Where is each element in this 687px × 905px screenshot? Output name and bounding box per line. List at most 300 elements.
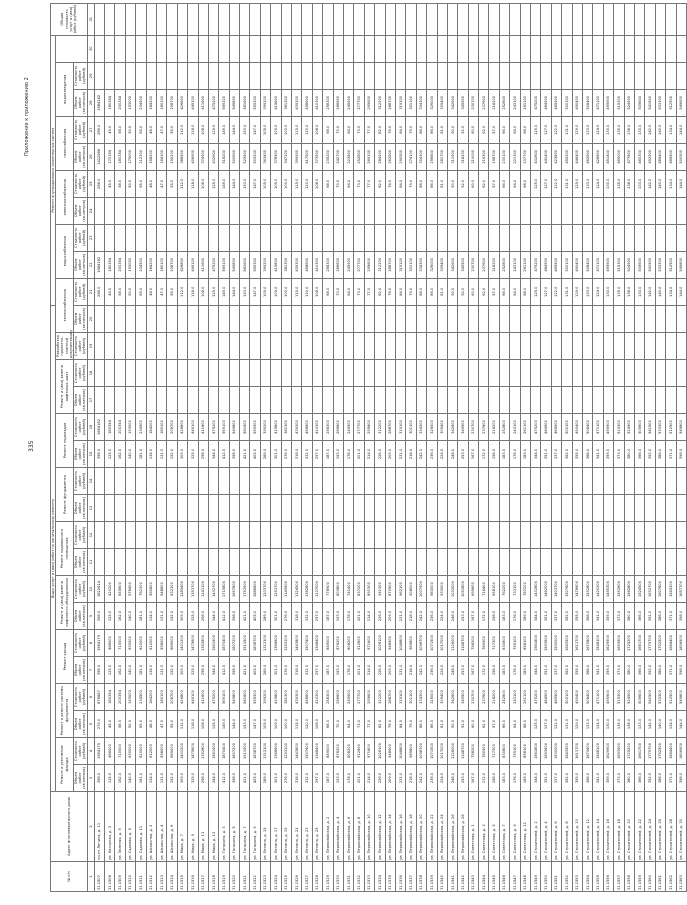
table-cell bbox=[281, 35, 291, 62]
table-cell bbox=[188, 3, 198, 35]
table-cell: 351.0 bbox=[541, 657, 551, 684]
table-cell: 334300 bbox=[416, 414, 426, 441]
table-cell bbox=[260, 62, 270, 89]
table-cell: 486000 bbox=[105, 630, 115, 657]
table-cell: 68.0 bbox=[520, 278, 530, 305]
table-cell: 70.0 bbox=[333, 278, 343, 305]
table-cell: 258300 bbox=[323, 89, 333, 116]
row-number: 31.1557 bbox=[614, 862, 624, 892]
table-cell: 208700 bbox=[167, 251, 177, 278]
table-cell bbox=[136, 360, 146, 387]
row-address: ул. Школьная, д. 6 bbox=[167, 792, 177, 862]
table-cell: 439300 bbox=[292, 251, 302, 278]
row-address: ул. Мира, д. 7 bbox=[177, 792, 187, 862]
table-cell bbox=[281, 224, 291, 251]
table-cell bbox=[375, 62, 385, 89]
table-row bbox=[499, 3, 509, 891]
table-cell bbox=[645, 35, 655, 62]
table-cell: 405.0 bbox=[250, 765, 260, 792]
table-cell bbox=[136, 387, 146, 414]
table-cell: 351.0 bbox=[541, 441, 551, 468]
table-cell bbox=[208, 62, 218, 89]
table-cell: 147.0 bbox=[250, 278, 260, 305]
table-cell: 301.0 bbox=[271, 603, 281, 630]
table-cell bbox=[167, 549, 177, 576]
row-address: ул. Гагарина, д. 3 bbox=[219, 792, 229, 862]
table-cell: 344.0 bbox=[531, 657, 541, 684]
table-cell: 1382800 bbox=[302, 576, 312, 603]
table-cell: 366.0 bbox=[634, 765, 644, 792]
table-cell: 277700 bbox=[354, 684, 364, 711]
table-cell: 65.0 bbox=[136, 711, 146, 738]
table-cell bbox=[479, 305, 489, 332]
table-cell bbox=[292, 305, 302, 332]
table-cell: 912600 bbox=[354, 630, 364, 657]
table-cell: 475200 bbox=[208, 684, 218, 711]
table-cell bbox=[603, 549, 613, 576]
table-cell: 1007900 bbox=[416, 576, 426, 603]
table-cell: 224.0 bbox=[437, 765, 447, 792]
row-address: ул. Мира, д. 9 bbox=[188, 792, 198, 862]
table-row bbox=[94, 3, 104, 891]
table-cell: 778900 bbox=[323, 576, 333, 603]
table-cell: 47.0 bbox=[156, 116, 166, 143]
table-cell: 410300 bbox=[312, 684, 322, 711]
table-cell: 269100 bbox=[364, 143, 374, 170]
table-cell: 134.0 bbox=[666, 170, 676, 197]
table-cell: 234500 bbox=[136, 251, 146, 278]
table-cell: 184200 bbox=[146, 414, 156, 441]
table-cell: 162.0 bbox=[115, 657, 125, 684]
table-cell: 231.0 bbox=[395, 765, 405, 792]
table-cell bbox=[198, 549, 208, 576]
table-cell bbox=[551, 549, 561, 576]
table-cell bbox=[458, 333, 468, 360]
table-cell bbox=[208, 305, 218, 332]
table-cell bbox=[395, 35, 405, 62]
table-cell bbox=[240, 387, 250, 414]
table-cell bbox=[115, 62, 125, 89]
table-cell: 142.0 bbox=[645, 116, 655, 143]
column-number: 25 bbox=[87, 170, 94, 197]
row-number: 31.1524 bbox=[271, 862, 281, 892]
table-cell: 569100 bbox=[219, 684, 229, 711]
table-cell bbox=[479, 495, 489, 522]
table-cell: 560800 bbox=[146, 576, 156, 603]
table-cell: 578400 bbox=[125, 576, 135, 603]
table-cell: 147.0 bbox=[250, 170, 260, 197]
table-cell bbox=[115, 495, 125, 522]
table-cell: 490400 bbox=[572, 414, 582, 441]
table-cell bbox=[458, 387, 468, 414]
table-cell bbox=[468, 549, 478, 576]
table-cell bbox=[603, 3, 613, 35]
table-cell: 45.0 bbox=[105, 711, 115, 738]
table-cell bbox=[333, 468, 343, 495]
table-cell: 423800 bbox=[551, 143, 561, 170]
table-cell: 392.0 bbox=[645, 657, 655, 684]
table-cell: 60.0 bbox=[468, 170, 478, 197]
table-cell: 112.0 bbox=[177, 711, 187, 738]
table-cell: 237600 bbox=[479, 684, 489, 711]
column-number: 3 bbox=[87, 765, 94, 792]
table-row bbox=[302, 3, 312, 891]
table-cell bbox=[551, 387, 561, 414]
table-cell: 1657800 bbox=[229, 576, 239, 603]
table-cell: 58.0 bbox=[115, 170, 125, 197]
table-cell bbox=[281, 468, 291, 495]
table-cell bbox=[624, 549, 634, 576]
table-cell: 989800 bbox=[406, 630, 416, 657]
table-cell: 1420300 bbox=[593, 576, 603, 603]
table-cell: 319100 bbox=[395, 684, 405, 711]
table-cell bbox=[198, 333, 208, 360]
table-cell: 405.0 bbox=[250, 441, 260, 468]
table-cell: 112.0 bbox=[177, 116, 187, 143]
table-cell bbox=[562, 3, 572, 35]
table-cell: 274100 bbox=[406, 143, 416, 170]
table-cell bbox=[447, 224, 457, 251]
table-cell: 1548100 bbox=[593, 630, 603, 657]
table-cell: 349500 bbox=[458, 251, 468, 278]
table-cell: 446400 bbox=[572, 143, 582, 170]
column-number: 22 bbox=[87, 251, 94, 278]
table-cell: 65.0 bbox=[136, 170, 146, 197]
table-cell bbox=[666, 495, 676, 522]
table-cell: 127.0 bbox=[541, 278, 551, 305]
table-cell bbox=[146, 549, 156, 576]
table-cell: 460300 bbox=[634, 143, 644, 170]
table-cell bbox=[406, 522, 416, 549]
table-cell: 1582800 bbox=[624, 576, 634, 603]
table-row bbox=[292, 3, 302, 891]
table-cell bbox=[655, 3, 665, 35]
table-cell: 152.0 bbox=[167, 765, 177, 792]
table-cell bbox=[520, 224, 530, 251]
table-cell: 105.0 bbox=[260, 170, 270, 197]
table-cell bbox=[364, 3, 374, 35]
table-cell bbox=[676, 3, 686, 35]
table-cell bbox=[406, 468, 416, 495]
table-cell bbox=[562, 62, 572, 89]
table-cell: 68.0 bbox=[323, 116, 333, 143]
table-cell: 612000 bbox=[146, 630, 156, 657]
table-cell bbox=[115, 360, 125, 387]
table-cell bbox=[634, 549, 644, 576]
table-cell bbox=[219, 333, 229, 360]
table-cell: 458600 bbox=[302, 414, 312, 441]
table-cell: 309400 bbox=[437, 684, 447, 711]
table-cell: 408900 bbox=[188, 143, 198, 170]
row-address: ул. Мира, д. 11 bbox=[198, 792, 208, 862]
table-cell bbox=[666, 197, 676, 224]
table-cell: 68.0 bbox=[323, 170, 333, 197]
table-cell bbox=[125, 387, 135, 414]
table-cell: 149.0 bbox=[219, 278, 229, 305]
table-cell bbox=[437, 522, 447, 549]
table-cell bbox=[551, 62, 561, 89]
table-cell bbox=[510, 522, 520, 549]
row-address: ул. Советская, д. 11 bbox=[520, 792, 530, 862]
table-cell bbox=[250, 333, 260, 360]
group-header-item: Ремонт фундамента bbox=[56, 468, 74, 522]
table-cell bbox=[229, 522, 239, 549]
table-cell bbox=[323, 468, 333, 495]
table-cell bbox=[125, 35, 135, 62]
table-cell bbox=[198, 224, 208, 251]
table-cell bbox=[333, 197, 343, 224]
table-cell bbox=[447, 495, 457, 522]
table-cell: 325.0 bbox=[188, 657, 198, 684]
table-cell: 214.0 bbox=[364, 657, 374, 684]
table-cell bbox=[292, 360, 302, 387]
table-cell: 226.0 bbox=[375, 603, 385, 630]
table-cell: 144.0 bbox=[676, 116, 686, 143]
table-cell bbox=[582, 224, 592, 251]
table-cell bbox=[479, 3, 489, 35]
table-cell: 73.0 bbox=[354, 278, 364, 305]
column-number: 16 bbox=[87, 414, 94, 441]
table-cell bbox=[375, 197, 385, 224]
table-cell bbox=[406, 35, 416, 62]
table-cell: 304300 bbox=[416, 143, 426, 170]
table-cell: 200354 bbox=[115, 251, 125, 278]
column-number: 21 bbox=[87, 278, 94, 305]
table-cell bbox=[634, 62, 644, 89]
table-cell bbox=[188, 62, 198, 89]
table-cell: 180100 bbox=[156, 89, 166, 116]
table-cell: 288700 bbox=[385, 684, 395, 711]
table-cell bbox=[229, 197, 239, 224]
row-address: ул. Строителей, д. 8 bbox=[562, 792, 572, 862]
table-cell: 717300 bbox=[489, 630, 499, 657]
table-row bbox=[655, 3, 665, 891]
table-cell: 462800 bbox=[582, 143, 592, 170]
table-cell: 209.0 bbox=[385, 603, 395, 630]
table-cell bbox=[499, 3, 509, 35]
table-cell: 509200 bbox=[250, 143, 260, 170]
table-cell bbox=[458, 522, 468, 549]
table-cell: 368.0 bbox=[582, 603, 592, 630]
table-cell: 876200 bbox=[333, 630, 343, 657]
table-cell bbox=[479, 197, 489, 224]
table-cell bbox=[520, 387, 530, 414]
table-cell: 392.0 bbox=[645, 441, 655, 468]
table-cell: 243100 bbox=[510, 251, 520, 278]
table-cell: 115.0 bbox=[292, 170, 302, 197]
table-cell bbox=[229, 3, 239, 35]
table-cell bbox=[406, 387, 416, 414]
table-cell bbox=[136, 495, 146, 522]
row-number: 31.1516 bbox=[188, 862, 198, 892]
table-cell bbox=[614, 468, 624, 495]
table-cell: 1443800 bbox=[292, 630, 302, 657]
table-cell: 388500 bbox=[177, 143, 187, 170]
row-number: 31.1541 bbox=[447, 862, 457, 892]
table-cell: 337.0 bbox=[551, 603, 561, 630]
table-cell bbox=[208, 387, 218, 414]
table-cell: 989800 bbox=[406, 738, 416, 765]
table-cell: 129.0 bbox=[572, 116, 582, 143]
table-cell bbox=[416, 197, 426, 224]
table-cell bbox=[344, 468, 354, 495]
table-cell: 1352800 bbox=[198, 738, 208, 765]
table-row bbox=[520, 3, 530, 891]
table-cell bbox=[208, 3, 218, 35]
table-cell: 341.0 bbox=[593, 657, 603, 684]
table-cell bbox=[562, 495, 572, 522]
table-cell bbox=[177, 360, 187, 387]
table-cell: 84.0 bbox=[395, 278, 405, 305]
table-cell bbox=[302, 468, 312, 495]
table-cell bbox=[499, 197, 509, 224]
column-number: 23 bbox=[87, 224, 94, 251]
table-cell: 399900 bbox=[292, 143, 302, 170]
table-cell bbox=[499, 35, 509, 62]
table-cell: 475200 bbox=[531, 89, 541, 116]
table-cell: 296800 bbox=[427, 143, 437, 170]
table-cell: 326000 bbox=[427, 684, 437, 711]
table-cell bbox=[645, 549, 655, 576]
table-row bbox=[333, 3, 343, 891]
table-cell: 236.0 bbox=[427, 441, 437, 468]
table-cell: 309400 bbox=[437, 251, 447, 278]
table-cell bbox=[146, 468, 156, 495]
table-cell: 162.0 bbox=[115, 441, 125, 468]
table-cell: 344.0 bbox=[208, 657, 218, 684]
table-cell bbox=[395, 522, 405, 549]
table-cell: 144.0 bbox=[229, 116, 239, 143]
table-cell bbox=[479, 360, 489, 387]
table-cell: 209.0 bbox=[385, 441, 395, 468]
table-cell bbox=[468, 495, 478, 522]
table-cell: 581600 bbox=[240, 414, 250, 441]
table-cell bbox=[395, 3, 405, 35]
table-cell: 298.0 bbox=[198, 765, 208, 792]
table-cell bbox=[510, 495, 520, 522]
table-cell bbox=[323, 224, 333, 251]
table-cell bbox=[437, 387, 447, 414]
table-cell: 1026100 bbox=[375, 630, 385, 657]
table-cell: 115.0 bbox=[292, 278, 302, 305]
table-cell bbox=[634, 522, 644, 549]
table-cell: 193000 bbox=[125, 89, 135, 116]
table-cell bbox=[582, 495, 592, 522]
table-cell: 218.0 bbox=[406, 657, 416, 684]
table-cell: 484900 bbox=[541, 414, 551, 441]
table-cell: 64.0 bbox=[344, 116, 354, 143]
table-cell: 312200 bbox=[375, 684, 385, 711]
table-cell bbox=[614, 3, 624, 35]
table-cell: 281700 bbox=[437, 143, 447, 170]
table-cell bbox=[666, 224, 676, 251]
table-cell: 133.0 bbox=[634, 278, 644, 305]
table-cell: 1806900 bbox=[676, 630, 686, 657]
table-cell bbox=[395, 333, 405, 360]
table-cell bbox=[634, 305, 644, 332]
table-cell bbox=[240, 360, 250, 387]
table-cell bbox=[645, 387, 655, 414]
column-number: 4 bbox=[87, 738, 94, 765]
table-cell: 347100 bbox=[281, 143, 291, 170]
table-cell: 125.0 bbox=[208, 170, 218, 197]
table-cell: 359.0 bbox=[603, 765, 613, 792]
table-cell: 971600 bbox=[364, 738, 374, 765]
table-cell: 325.0 bbox=[188, 603, 198, 630]
table-cell bbox=[354, 549, 364, 576]
table-cell bbox=[354, 35, 364, 62]
table-cell bbox=[499, 333, 509, 360]
table-cell: 515300 bbox=[614, 414, 624, 441]
table-cell: 234500 bbox=[136, 684, 146, 711]
table-cell: 858100 bbox=[520, 738, 530, 765]
row-address: ул. Ленина, д. 25 bbox=[312, 792, 322, 862]
sub-header-item: Стоимость работ (рублей) bbox=[74, 224, 88, 251]
table-cell bbox=[572, 197, 582, 224]
table-cell bbox=[344, 549, 354, 576]
table-cell bbox=[531, 3, 541, 35]
table-cell bbox=[520, 3, 530, 35]
table-cell bbox=[603, 387, 613, 414]
column-number: 2 bbox=[87, 792, 94, 862]
table-cell: 134.0 bbox=[666, 278, 676, 305]
table-cell bbox=[219, 549, 229, 576]
table-cell: 1670800 bbox=[582, 630, 592, 657]
table-cell bbox=[582, 360, 592, 387]
table-cell bbox=[395, 360, 405, 387]
table-cell bbox=[385, 62, 395, 89]
table-cell: 158.0 bbox=[489, 765, 499, 792]
table-row bbox=[427, 3, 437, 891]
table-cell: 66.0 bbox=[499, 170, 509, 197]
table-cell bbox=[489, 224, 499, 251]
table-cell: 122.0 bbox=[551, 116, 561, 143]
table-row bbox=[603, 3, 613, 891]
table-cell: 337.0 bbox=[551, 441, 561, 468]
table-cell: 971600 bbox=[364, 630, 374, 657]
table-cell: 276.0 bbox=[281, 765, 291, 792]
table-cell: 415800 bbox=[271, 414, 281, 441]
table-cell: 1870400 bbox=[219, 738, 229, 765]
table-cell: 1126000 bbox=[447, 630, 457, 657]
table-cell bbox=[541, 522, 551, 549]
table-cell: 193.0 bbox=[333, 765, 343, 792]
table-cell: 490400 bbox=[572, 89, 582, 116]
row-address: ул. Строителей, д. 12 bbox=[582, 792, 592, 862]
table-cell bbox=[676, 468, 686, 495]
table-cell bbox=[447, 35, 457, 62]
table-cell bbox=[344, 62, 354, 89]
table-cell bbox=[614, 62, 624, 89]
table-cell: 1643500 bbox=[562, 738, 572, 765]
row-address: ул. Строителей, д. 6 bbox=[551, 792, 561, 862]
table-cell: 386.0 bbox=[655, 657, 665, 684]
row-number: 31.1531 bbox=[344, 862, 354, 892]
table-cell: 226.0 bbox=[375, 441, 385, 468]
table-cell bbox=[634, 35, 644, 62]
table-cell bbox=[312, 387, 322, 414]
table-cell: 130.0 bbox=[603, 116, 613, 143]
table-cell: 342600 bbox=[447, 414, 457, 441]
table-cell: 630000 bbox=[125, 738, 135, 765]
table-cell: 1643500 bbox=[562, 630, 572, 657]
table-cell bbox=[593, 197, 603, 224]
table-cell bbox=[208, 35, 218, 62]
table-row bbox=[250, 3, 260, 891]
table-cell: 214.0 bbox=[364, 603, 374, 630]
row-address: ул. Строителей, д. 22 bbox=[634, 792, 644, 862]
table-cell bbox=[229, 333, 239, 360]
